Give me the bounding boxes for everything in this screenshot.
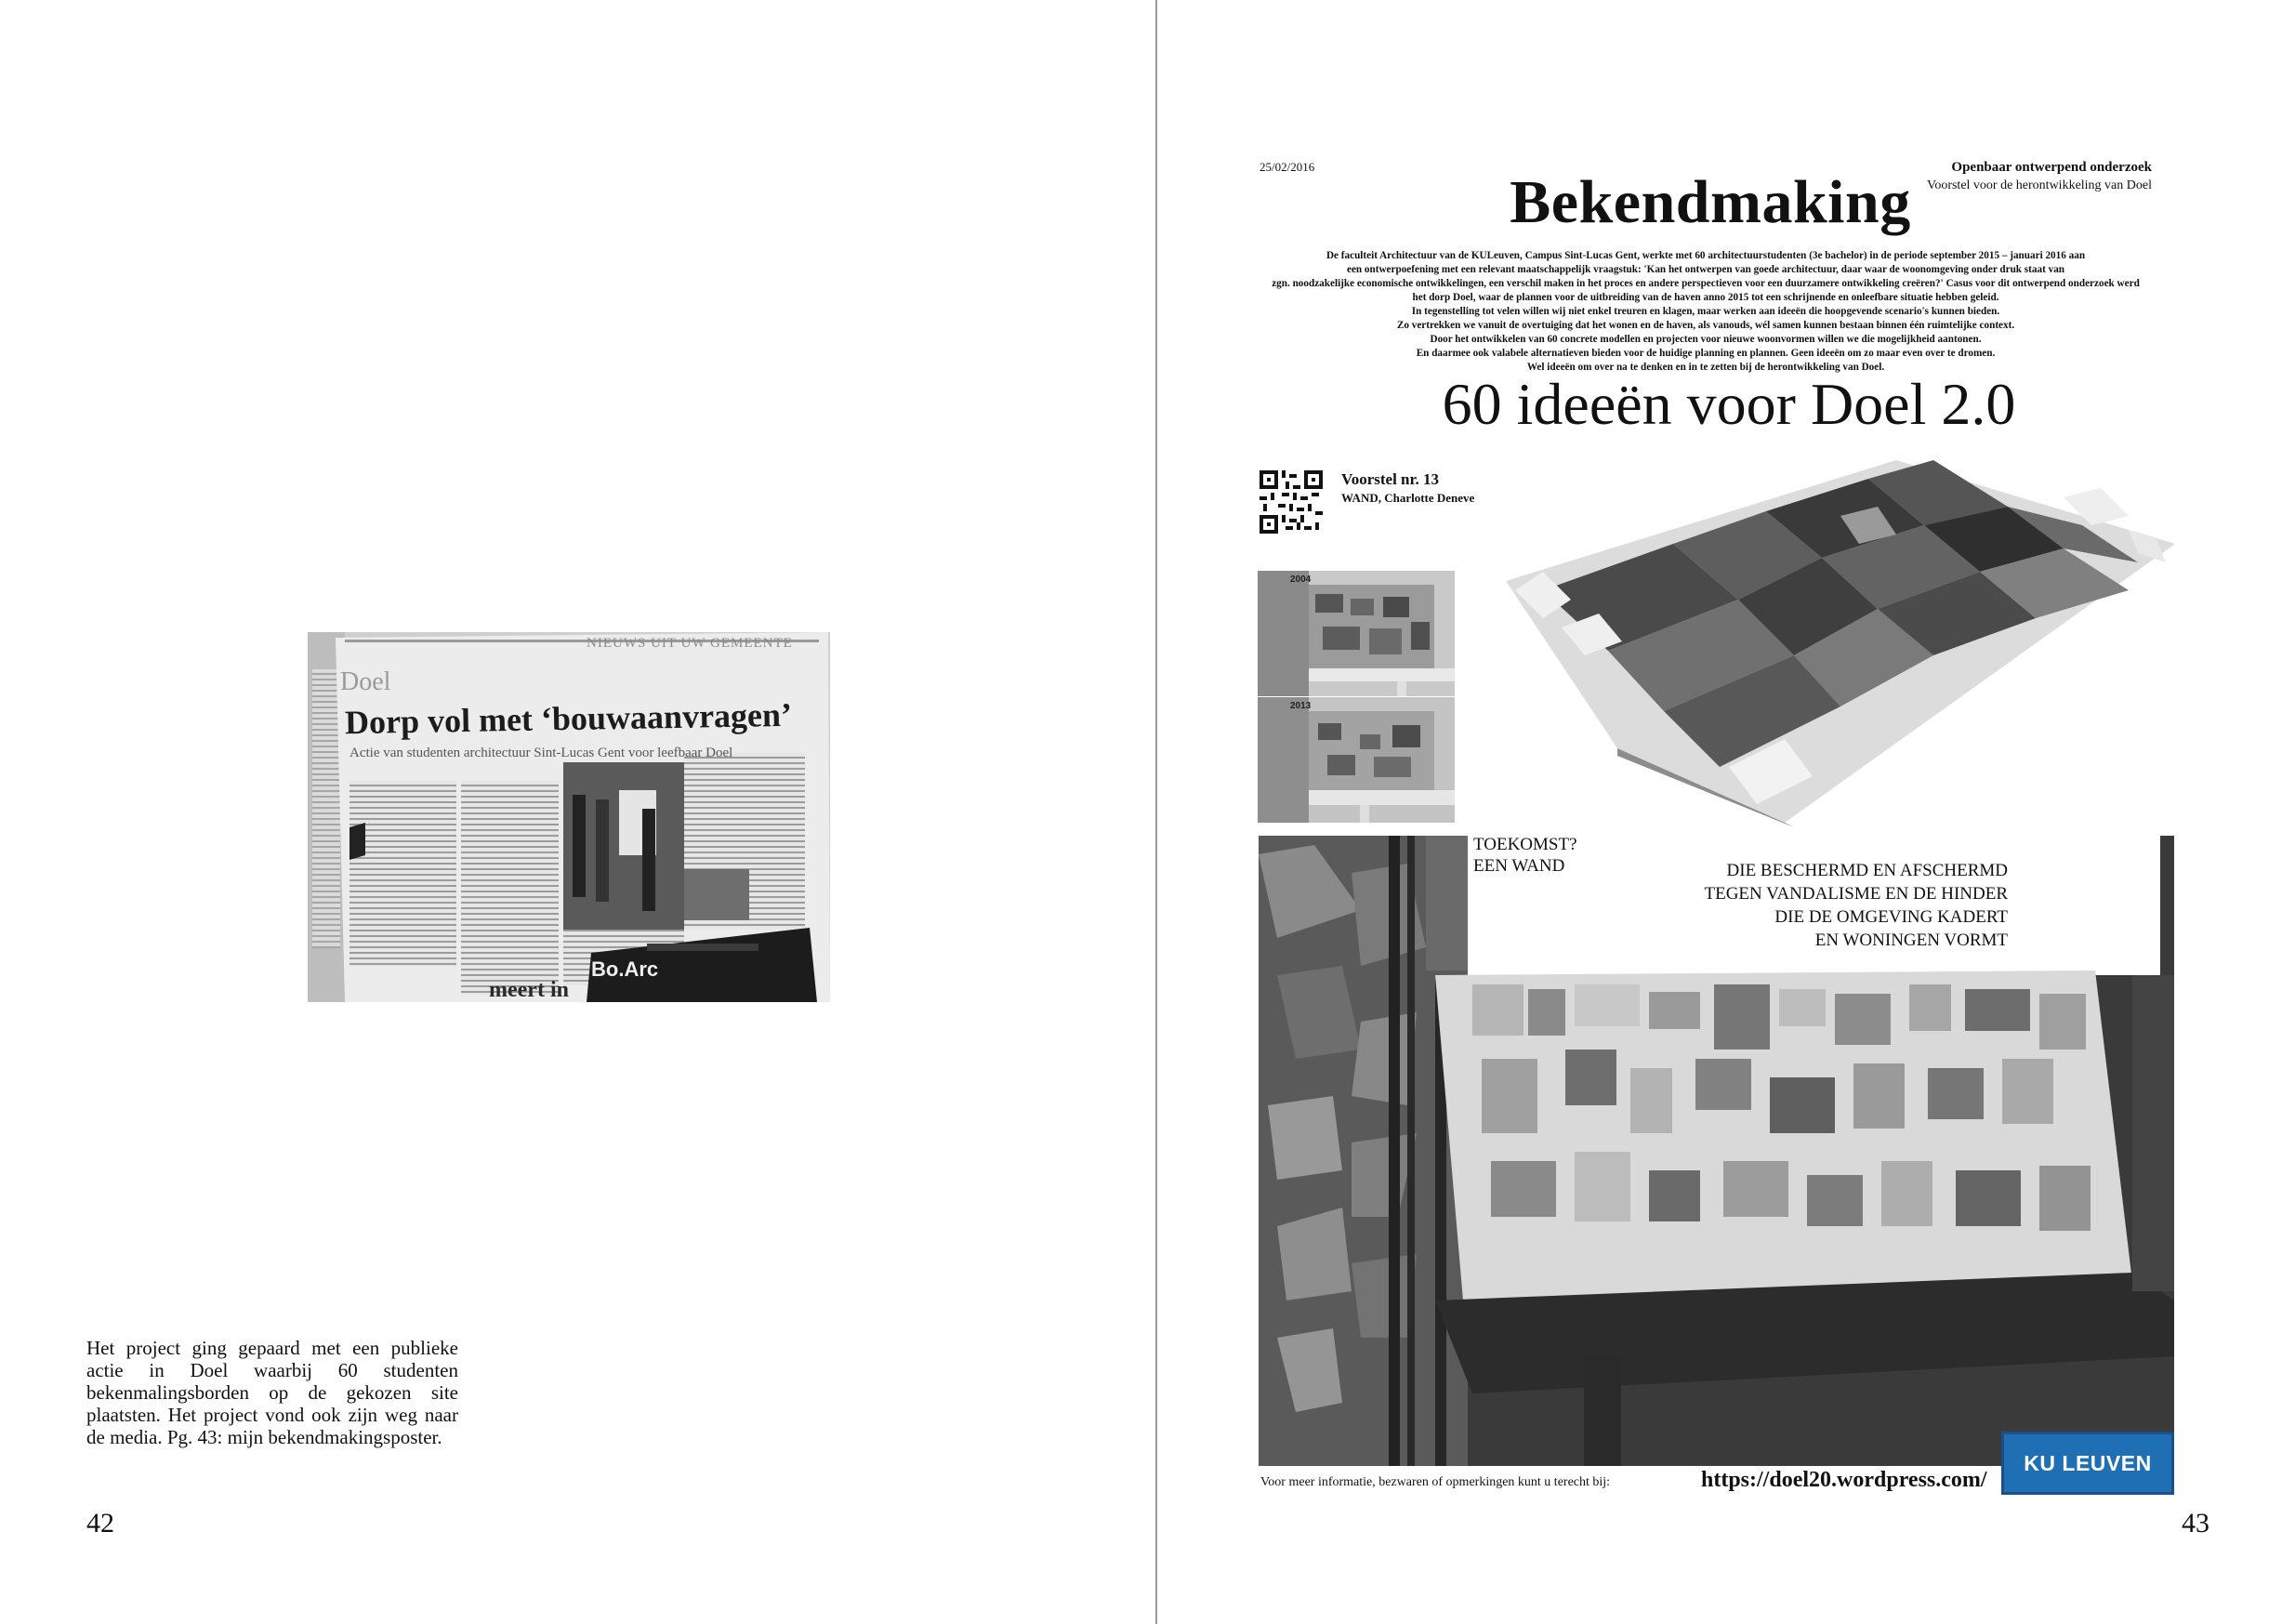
plan-label-left-line: TOEKOMST? (1473, 835, 1577, 854)
proposal-author: WAND, Charlotte Deneve (1341, 491, 1475, 505)
ku-leuven-logo-text: KU LEUVEN (2024, 1451, 2152, 1475)
aerial-year-label: 2004 (1290, 574, 1312, 585)
ku-leuven-logo (2001, 1432, 2174, 1495)
intro-line: De faculteit Architectuur van de KULeuven, Campus Sint-Lucas Gent, werkte met 60 architectuurstudenten (3e bachelor) in de periode september 2015 – januari 2016 aan (1326, 250, 2086, 261)
plan-label-right-line: DIE BESCHERMD EN AFSCHERMD (1726, 861, 2008, 880)
intro-line: En daarmee ook valabele alternatieven bieden voor de huidige planning en plannen. Geen ideeën om zo maar even over te dromen. (1416, 348, 1996, 359)
plan-label-right (1636, 859, 2008, 952)
left-page-caption: Het project ging gepaard met een publieke actie in Doel waarbij 60 studenten bekenmalingsborden op de gekozen site plaatsten. Het project vond ook zijn weg naar de media. Pg. 43: mijn bekendmakingsposter. (86, 1337, 458, 1448)
intro-line: een ontwerpoefening met een relevant maatschappelijk vraagstuk: 'Kan het ontwerpen van goede architectuur, daar waar de woonomgeving onder druk staat van (1346, 264, 2065, 275)
intro-line: zgn. noodzakelijke economische ontwikkelingen, een verschil maken in het proces en andere perspectieven voor een duurzamere ontwikkeling creëren?' Casus voor dit ontwerpend onderzoek werd (1272, 278, 2140, 289)
poster-header-line1: Openbaar ontwerpend onderzoek (1951, 160, 2152, 175)
plan-label-left (1473, 834, 1577, 877)
clipping-kicker: Doel (340, 667, 391, 696)
clipping-bottom-fragment: meert in (489, 978, 569, 1002)
intro-line: Door het ontwikkelen van 60 concrete modellen en projecten voor nieuwe woonvormen willen we die mogelijkheid aantonen. (1430, 334, 1982, 345)
page-number-left: 42 (86, 1508, 114, 1538)
aerial-year-label: 2013 (1290, 701, 1312, 711)
model-svg (1487, 460, 2175, 832)
page-number-right: 43 (2182, 1508, 2209, 1538)
proposal-number: Voorstel nr. 13 (1341, 470, 1439, 488)
aerial-photo-2004 (1258, 571, 1455, 696)
plan-label-right-line: TEGEN VANDALISME EN DE HINDER (1704, 884, 2008, 904)
plan-label-right-line: EN WONINGEN VORMT (1814, 931, 2008, 950)
plan-label-right-line: DIE DE OMGEVING KADERT (1774, 907, 2008, 927)
poster-header-line2: Voorstel voor de herontwikkeling van Doel (1927, 178, 2152, 192)
aerial-2013-svg (1258, 697, 1455, 823)
poster-footer-text: Voor meer informatie, bezwaren of opmerkingen kunt u terecht bij: (1260, 1475, 1611, 1489)
poster-title: Bekendmaking (1510, 168, 1911, 236)
intro-line: het dorp Doel, waar de plannen voor de uitbreiding van de haven anno 2015 tot een schrijnende en onleefbare situatie hebben geleid. (1412, 292, 1999, 303)
poster-intro (1250, 249, 2161, 375)
clipping-header-strip: NIEUWS UIT UW GEMEENTE (587, 636, 793, 651)
axonometric-model-image (1487, 460, 2175, 832)
clipping-ad-label: Bo.Arc (591, 957, 659, 981)
page-gutter (1155, 0, 1157, 1624)
intro-line: In tegenstelling tot velen willen wij niet enkel treuren en klagen, maar werken aan ideeën die hoopgevende scenario's kunnen bieden. (1411, 306, 2000, 317)
aerial-photo-2013 (1258, 697, 1455, 823)
clipping-headline: Dorp vol met ‘bouwaanvragen’ (344, 695, 793, 742)
aerial-2004-svg (1258, 571, 1455, 696)
qr-code-svg (1260, 470, 1323, 534)
poster-big-title: 60 ideeën voor Doel 2.0 (1442, 371, 2016, 437)
newspaper-clipping-photo (308, 632, 830, 1002)
poster-date: 25/02/2016 (1260, 160, 1315, 174)
qr-code-icon[interactable] (1260, 470, 1323, 534)
plan-label-left-line: EEN WAND (1473, 856, 1565, 876)
poster-footer-url[interactable]: https://doel20.wordpress.com/ (1701, 1468, 1987, 1492)
intro-line: Zo vertrekken we vanuit de overtuiging dat het wonen en de haven, als vanouds, wél samen kunnen bestaan binnen één ruimtelijke context. (1396, 320, 2015, 331)
clipping-subhead: Actie van studenten architectuur Sint-Lucas Gent voor leefbaar Doel (350, 746, 733, 760)
intro-line: Wel ideeën om over na te denken en in te zetten bij de herontwikkeling van Doel. (1526, 362, 1885, 373)
